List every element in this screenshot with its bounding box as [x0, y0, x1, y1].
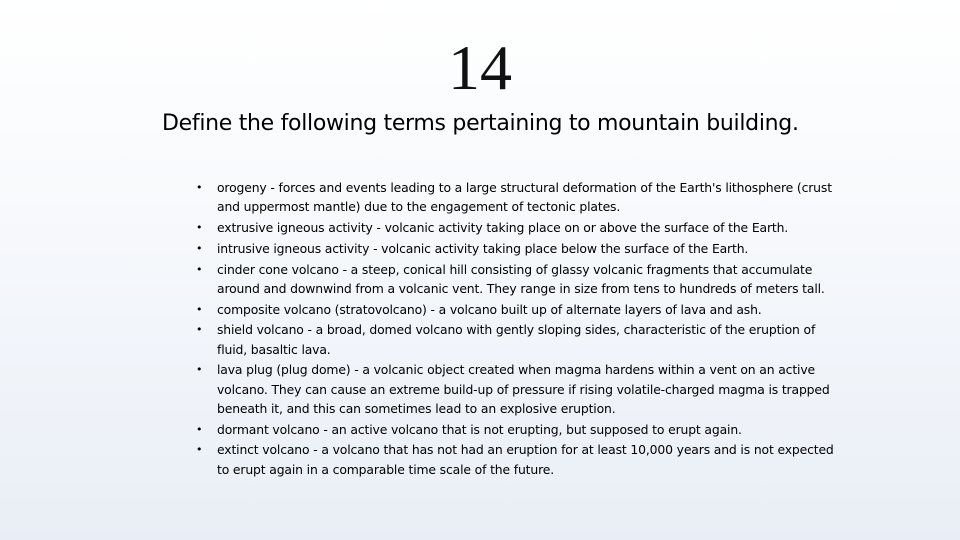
- term-item-dormant-volcano: [196, 420, 836, 439]
- term-text: shield volcano - a broad, domed volcano with gently sloping sides, characteristic of the eruption of fluid, basaltic lava.: [217, 322, 816, 357]
- term-item-orogeny: [196, 178, 836, 216]
- term-text: orogeny - forces and events leading to a large structural deformation of the Earth's lithosphere (crust and uppermost mantle) due to the engagement of tectonic plates.: [217, 180, 832, 215]
- bullet-icon: •: [196, 302, 203, 316]
- term-item-intrusive-igneous-activity: [196, 239, 836, 258]
- bullet-icon: •: [196, 363, 203, 377]
- term-text: extrusive igneous activity - volcanic activity taking place on or above the surface of the Earth.: [217, 220, 789, 235]
- slide-heading: Define the following terms pertaining to mountain building.: [162, 111, 799, 136]
- bullet-icon: •: [196, 221, 203, 234]
- term-item-lava-plug: [196, 360, 836, 418]
- bullet-icon: •: [196, 422, 203, 436]
- bullet-icon: •: [196, 443, 203, 457]
- terms-list: [196, 178, 836, 480]
- term-text: lava plug (plug dome) - a volcanic object created when magma hardens within a vent on an active volcano. They can cause an extreme build-up of pressure if rising volatile-charged magma is trapped beneath it, and this can sometimes lead to an explosive eruption.: [217, 362, 830, 416]
- bullet-icon: •: [196, 181, 203, 194]
- term-item-composite-volcano: [196, 300, 836, 319]
- term-item-shield-volcano: [196, 320, 836, 358]
- term-text: extinct volcano - a volcano that has not had an eruption for at least 10,000 years and is not expected to erupt again in a comparable time scale of the future.: [217, 442, 834, 477]
- term-item-extrusive-igneous-activity: [196, 218, 836, 237]
- term-item-cinder-cone-volcano: [196, 260, 836, 298]
- bullet-icon: •: [196, 323, 203, 337]
- slide-number: 14: [448, 32, 512, 103]
- bullet-icon: •: [196, 262, 203, 276]
- term-item-extinct-volcano: [196, 440, 836, 478]
- bullet-icon: •: [196, 241, 203, 255]
- term-text: intrusive igneous activity - volcanic activity taking place below the surface of the Earth.: [217, 240, 749, 256]
- term-text: dormant volcano - an active volcano that is not erupting, but supposed to erupt again.: [217, 421, 742, 437]
- term-text: cinder cone volcano - a steep, conical hill consisting of glassy volcanic fragments that accumulate around and downwind from a volcanic vent. They range in size from tens to hundreds of meters tall.: [217, 261, 825, 296]
- term-text: composite volcano (stratovolcano) - a volcano built up of alternate layers of lava and ash.: [217, 301, 762, 317]
